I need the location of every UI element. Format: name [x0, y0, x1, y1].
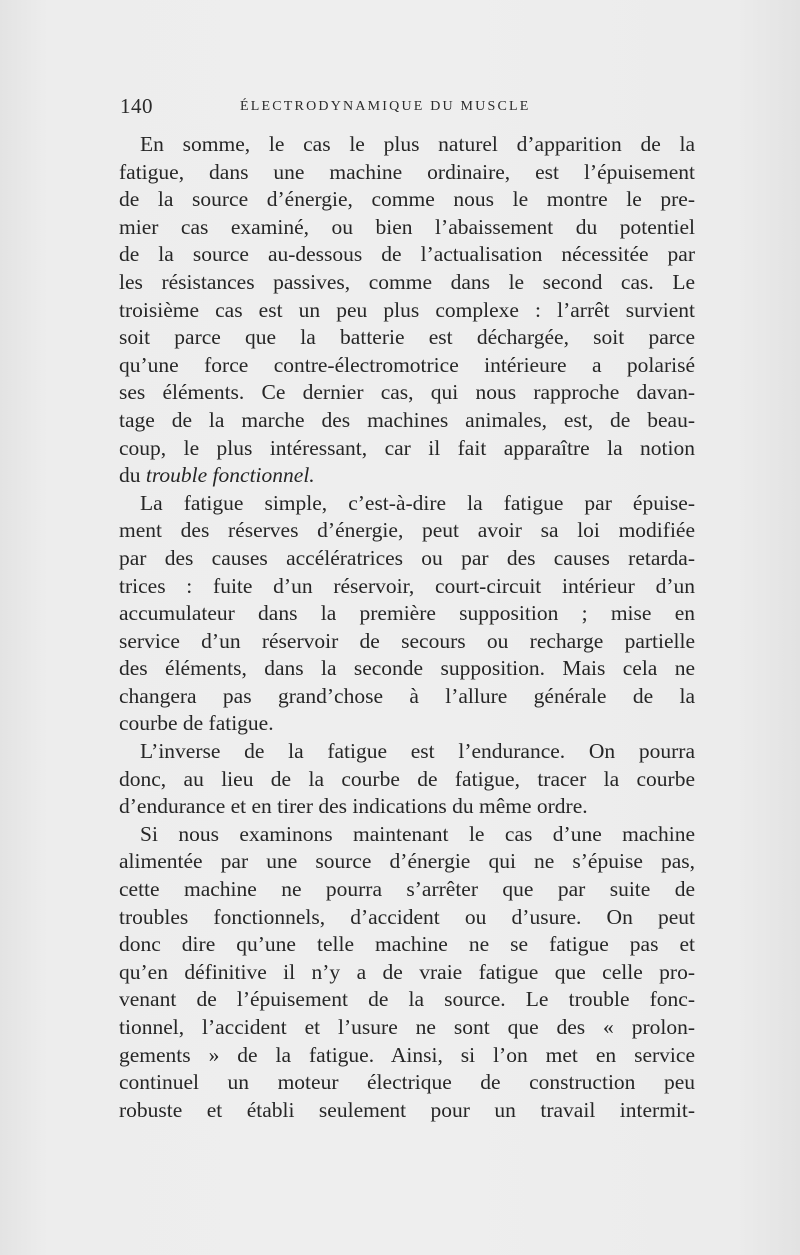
line-text: qu’une force contre-électromotrice intérieure a polarisé: [119, 352, 695, 377]
italic-term: trouble fonctionnel.: [145, 463, 315, 488]
line-text: d’endurance et en tirer des indications du même ordre.: [119, 794, 588, 819]
text-line: [119, 435, 695, 463]
text-line: [119, 379, 695, 407]
page-number: 140: [120, 94, 153, 118]
text-line: [119, 710, 695, 738]
line-text: donc dire qu’une telle machine ne se fatigue pas et: [119, 932, 695, 957]
line-text: fatigue, dans une machine ordinaire, est l’épuisement: [119, 159, 695, 184]
line-text: de la source d’énergie, comme nous le montre le pre-: [119, 187, 695, 212]
line-text: tage de la marche des machines animales, est, de beau-: [119, 407, 695, 432]
text-line: [119, 766, 695, 794]
line-text: de la source au-dessous de l’actualisation nécessitée par: [119, 242, 695, 267]
line-text: courbe de fatigue.: [119, 711, 274, 736]
text-line: [119, 131, 695, 159]
text-line: [119, 959, 695, 987]
line-text: alimentée par une source d’énergie qui ne s’épuise pas,: [119, 849, 695, 874]
line-text: par des causes accélératrices ou par des causes retarda-: [119, 545, 695, 570]
line-text: L’inverse de la fatigue est l’endurance. On pourra: [140, 739, 695, 764]
text-line: [119, 545, 695, 573]
line-text: les résistances passives, comme dans le second cas. Le: [119, 269, 695, 294]
line-text: ment des réserves d’énergie, peut avoir sa loi modifiée: [119, 518, 695, 543]
line-text: accumulateur dans la première supposition ; mise en: [119, 601, 695, 626]
text-line: [119, 462, 695, 490]
line-text: cette machine ne pourra s’arrêter que par suite de: [119, 877, 695, 902]
page-header: [120, 94, 695, 118]
line-text: soit parce que la batterie est déchargée, soit parce: [119, 325, 695, 350]
line-text: En somme, le cas le plus naturel d’apparition de la: [140, 132, 695, 156]
line-text: troubles fonctionnels, d’accident ou d’usure. On peut: [119, 904, 695, 929]
text-line: [119, 1069, 695, 1097]
running-title: ÉLECTRODYNAMIQUE DU MUSCLE: [240, 99, 531, 114]
text-line: [119, 876, 695, 904]
text-line: [119, 352, 695, 380]
line-text: La fatigue simple, c’est-à-dire la fatigue par épuise-: [140, 490, 695, 515]
line-text: ses éléments. Ce dernier cas, qui nous rapproche davan-: [119, 380, 695, 405]
text-line: [119, 821, 695, 849]
text-line: [119, 683, 695, 711]
line-text: donc, au lieu de la courbe de fatigue, tracer la courbe: [119, 766, 695, 791]
text-line: [119, 324, 695, 352]
text-line: [119, 904, 695, 932]
text-line: [119, 600, 695, 628]
text-line: [119, 159, 695, 187]
text-line: [119, 517, 695, 545]
text-line: [119, 214, 695, 242]
text-line: [119, 186, 695, 214]
text-line: [119, 1014, 695, 1042]
line-text: gements » de la fatigue. Ainsi, si l’on met en service: [119, 1042, 695, 1067]
text-line: [119, 738, 695, 766]
line-text: robuste et établi seulement pour un travail intermit-: [119, 1097, 695, 1122]
line-text: trices : fuite d’un réservoir, court-circuit intérieur d’un: [119, 573, 695, 598]
line-text: qu’en définitive il n’y a de vraie fatigue que celle pro-: [119, 959, 695, 984]
text-line: [119, 1097, 695, 1125]
line-text: service d’un réservoir de secours ou recharge partielle: [119, 628, 695, 653]
line-text: Si nous examinons maintenant le cas d’une machine: [140, 821, 695, 846]
text-line: [119, 931, 695, 959]
line-text: du: [119, 463, 146, 488]
text-line: [119, 986, 695, 1014]
text-line: [119, 628, 695, 656]
text-line: [119, 297, 695, 325]
text-line: [119, 793, 695, 821]
line-text: troisième cas est un peu plus complexe : l’arrêt survient: [119, 297, 695, 322]
text-line: [119, 573, 695, 601]
body-text: [119, 131, 695, 1124]
line-text: tionnel, l’accident et l’usure ne sont que des « prolon-: [119, 1015, 695, 1039]
text-line: [119, 848, 695, 876]
text-line: [119, 269, 695, 297]
line-text: continuel un moteur électrique de construction peu: [119, 1070, 695, 1095]
line-text: changera pas grand’chose à l’allure générale de la: [119, 683, 695, 708]
text-line: [119, 241, 695, 269]
line-text: venant de l’épuisement de la source. Le trouble fonc-: [119, 987, 695, 1012]
text-line: [119, 490, 695, 518]
line-text: des éléments, dans la seconde supposition. Mais cela ne: [119, 656, 695, 681]
line-text: coup, le plus intéressant, car il fait apparaître la notion: [119, 435, 695, 460]
text-line: [119, 655, 695, 683]
text-line: [119, 407, 695, 435]
text-line: [119, 1042, 695, 1070]
line-text: mier cas examiné, ou bien l’abaissement du potentiel: [119, 214, 695, 239]
